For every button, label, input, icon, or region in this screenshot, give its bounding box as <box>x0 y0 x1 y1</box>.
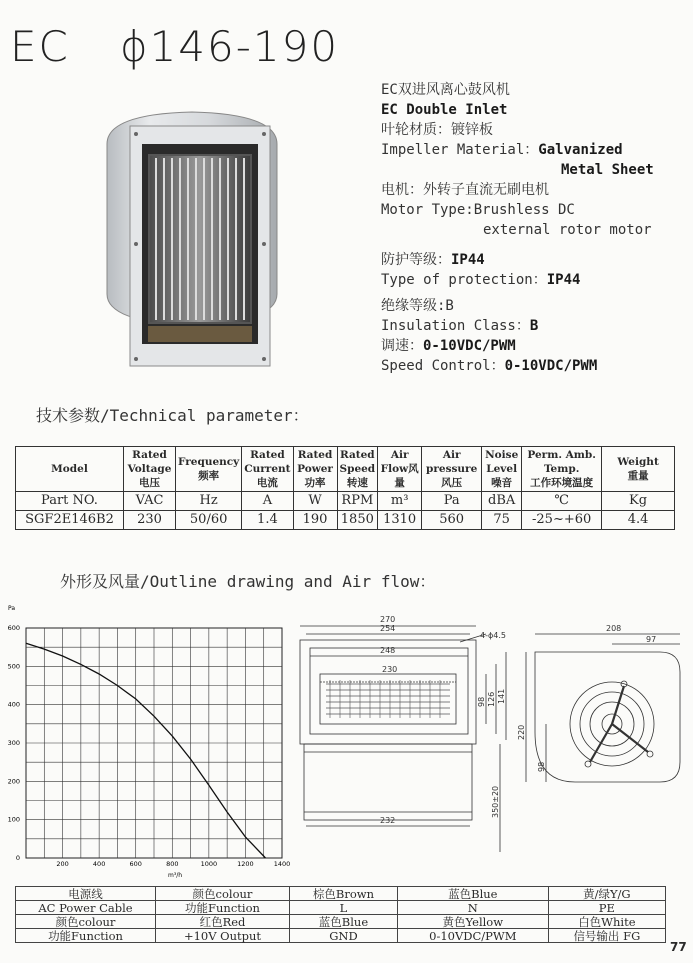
page-title <box>10 22 339 71</box>
cable-cell: 黄色Yellow <box>397 915 548 929</box>
y-tick-label: 100 <box>7 815 20 824</box>
series-line <box>26 643 266 858</box>
unit-cell: Pa <box>422 492 482 511</box>
table-row <box>16 511 675 530</box>
unit-cell: Hz <box>176 492 242 511</box>
cable-cell: 功能Function <box>16 929 156 943</box>
header-power: Rated Power 功率 <box>293 447 337 492</box>
cable-cell: 蓝色Blue <box>397 887 548 901</box>
cable-cell: 黄/绿Y/G <box>548 887 665 901</box>
x-tick-label: 1400 <box>273 860 290 868</box>
unit-cell: A <box>242 492 293 511</box>
value-cell: 1850 <box>337 511 378 530</box>
outline-title: 外形及风量/Outline drawing and Air flow： <box>60 572 436 591</box>
impeller-blades <box>150 156 250 322</box>
cable-cell: 0-10VDC/PWM <box>397 929 548 943</box>
type-en: EC Double Inlet <box>381 102 508 118</box>
dim-254: 254 <box>380 624 396 633</box>
cable-cell: 红色Red <box>156 915 290 929</box>
header-airflow: Air Flow风 量 <box>378 447 422 492</box>
cable-cell: 颜色colour <box>16 915 156 929</box>
dim-holes: 4-ϕ4.5 <box>480 631 506 640</box>
unit-cell: m³ <box>378 492 422 511</box>
header-noise: Noise Level 噪音 <box>482 447 522 492</box>
x-tick-label: 800 <box>166 860 179 868</box>
cable-cell: 电源线 <box>16 887 156 901</box>
table-header-row <box>16 447 675 492</box>
x-tick-label: 600 <box>129 860 142 868</box>
cable-cell: 白色White <box>548 915 665 929</box>
speed-cn: 调速：0-10VDC/PWM <box>381 338 516 354</box>
header-current: Rated Current 电流 <box>242 447 293 492</box>
value-cell: 190 <box>293 511 337 530</box>
unit-cell: RPM <box>337 492 378 511</box>
unit-cell: Kg <box>602 492 675 511</box>
y-tick-label: 300 <box>7 739 20 747</box>
dim-270: 270 <box>380 615 396 624</box>
impeller-en-cont: Metal Sheet <box>561 162 654 178</box>
protection-cn: 防护等级：IP44 <box>381 252 485 268</box>
model-range: ϕ146-190 <box>119 22 340 71</box>
y-tick-label: 200 <box>7 777 20 786</box>
dim-98-side: 98 <box>537 761 546 772</box>
technical-table <box>15 446 675 530</box>
dim-126: 126 <box>487 691 496 707</box>
cable-cell: PE <box>548 901 665 915</box>
value-cell: 75 <box>482 511 522 530</box>
dim-248: 248 <box>380 646 396 655</box>
unit-cell: dBA <box>482 492 522 511</box>
header-speed: Rated Speed 转速 <box>337 447 378 492</box>
header-pressure: Air pressure 风压 <box>422 447 482 492</box>
cable-cell: L <box>289 901 397 915</box>
motor-en: Motor Type:Brushless DC <box>381 202 575 218</box>
side-view-frame <box>304 744 472 820</box>
value-cell: 1310 <box>378 511 422 530</box>
protection-en: Type of protection：IP44 <box>381 272 581 288</box>
airflow-chart <box>0 598 290 883</box>
spec-list <box>381 80 681 376</box>
unit-cell: ℃ <box>522 492 602 511</box>
cable-cell: 信号输出 FG <box>548 929 665 943</box>
outline-drawing <box>290 612 688 882</box>
value-cell: 4.4 <box>602 511 675 530</box>
side-view-housing <box>535 652 680 782</box>
cable-cell: 颜色colour <box>156 887 290 901</box>
header-temp: Perm. Amb. Temp. 工作环境温度 <box>522 447 602 492</box>
product-photo <box>92 104 292 372</box>
impeller-en: Impeller Material：Galvanized <box>381 142 623 158</box>
unit-cell: W <box>293 492 337 511</box>
insulation-en: Insulation Class：B <box>381 318 539 334</box>
impeller-cn: 叶轮材质：镀锌板 <box>381 122 493 138</box>
type-cn: EC双进风离心鼓风机 <box>381 82 510 98</box>
cable-cell: 蓝色Blue <box>289 915 397 929</box>
x-tick-label: 200 <box>56 860 69 868</box>
y-tick-label: 0 <box>15 854 20 862</box>
x-tick-label: 400 <box>92 860 106 868</box>
header-voltage: Rated Voltage 电压 <box>124 447 176 492</box>
value-cell: 1.4 <box>242 511 293 530</box>
cable-cell: N <box>397 901 548 915</box>
insulation-cn: 绝缘等级:B <box>381 298 454 314</box>
header-model: Model <box>16 447 124 492</box>
y-tick-label: 400 <box>7 700 20 709</box>
dim-97: 97 <box>646 635 657 644</box>
header-frequency: Frequency 频率 <box>176 447 242 492</box>
page-number: 77 <box>670 940 687 954</box>
table-row <box>16 887 666 901</box>
dim-230: 230 <box>382 665 398 674</box>
table-row <box>16 915 666 929</box>
technical-title: 技术参数/Technical parameter： <box>36 406 309 425</box>
unit-cell: Part NO. <box>16 492 124 511</box>
dim-232: 232 <box>380 816 396 825</box>
table-row <box>16 929 666 943</box>
brand-label: EC <box>10 22 70 71</box>
dim-220: 220 <box>517 724 526 740</box>
x-axis-unit: m³/h <box>168 872 183 879</box>
dim-141: 141 <box>497 688 506 704</box>
cable-cell: 棕色Brown <box>289 887 397 901</box>
front-view-frame <box>300 640 476 744</box>
motor-en-cont: external rotor motor <box>483 222 652 238</box>
cable-table <box>15 886 666 943</box>
dim-208: 208 <box>606 624 622 633</box>
unit-cell: VAC <box>124 492 176 511</box>
x-tick-label: 1200 <box>237 860 254 868</box>
value-cell: SGF2E146B2 <box>16 511 124 530</box>
dim-98-front: 98 <box>477 696 486 707</box>
speed-en: Speed Control：0-10VDC/PWM <box>381 358 598 374</box>
value-cell: -25~+60 <box>522 511 602 530</box>
x-tick-label: 1000 <box>200 860 218 868</box>
y-axis-unit: Pa <box>8 605 16 612</box>
cable-cell: AC Power Cable <box>16 901 156 915</box>
value-cell: 50/60 <box>176 511 242 530</box>
y-tick-label: 600 <box>7 624 20 632</box>
table-units-row <box>16 492 675 511</box>
cable-cell: 功能Function <box>156 901 290 915</box>
cable-cell: +10V Output <box>156 929 290 943</box>
value-cell: 560 <box>422 511 482 530</box>
header-weight: Weight 重量 <box>602 447 675 492</box>
y-tick-label: 500 <box>7 662 20 671</box>
motor-cn: 电机：外转子直流无刷电机 <box>381 182 549 198</box>
value-cell: 230 <box>124 511 176 530</box>
dim-350: 350±20 <box>491 785 500 818</box>
table-row <box>16 901 666 915</box>
cable-cell: GND <box>289 929 397 943</box>
